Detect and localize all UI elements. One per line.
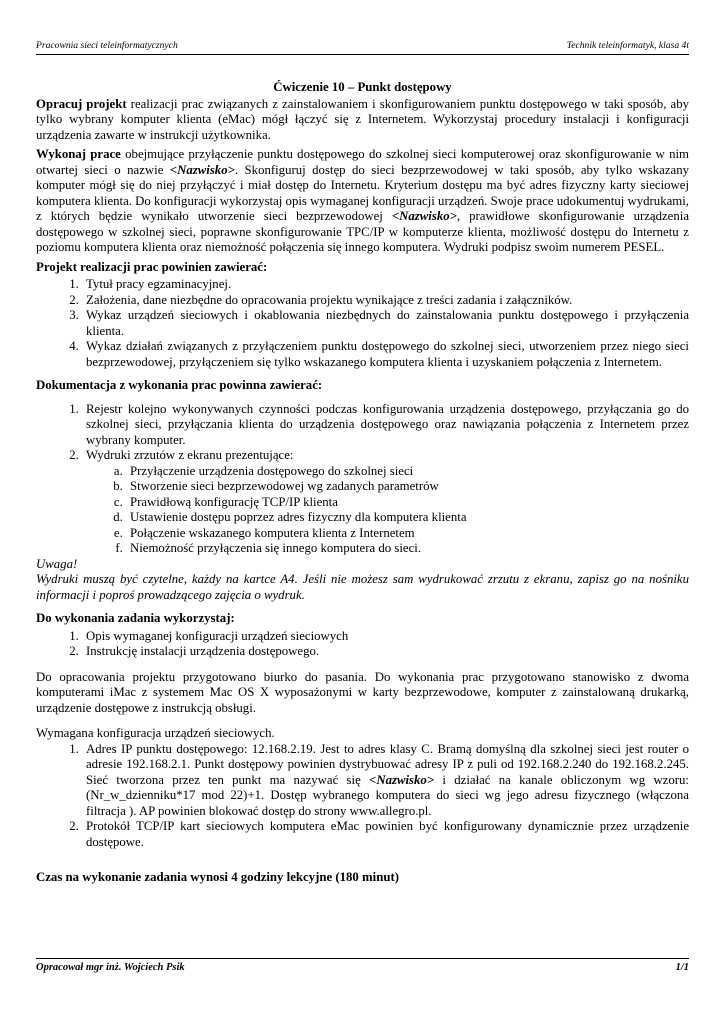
list-item: 2. Protokół TCP/IP kart sieciowych komputera eMac powinien być konfigurowany dynamicznie przez urządzenie dostępowe. — [82, 819, 689, 850]
sub-list-item: c. Prawidłową konfigurację TCP/IP klienta — [126, 495, 689, 511]
prepared-paragraph: Do opracowania projektu przygotowano biurko do pasania. Do wykonania prac przygotowano stanowisko z dwoma komputerami iMac z systemem Mac OS X wyposażonymi w karty bezprzewodowe, komputer z zainstalowaną drukarką, urządzenie dostępowe z instrukcją obsługi. — [36, 669, 689, 715]
intro-text: realizacji prac związanych z zainstalowaniem i skonfigurowaniem punktu dostępowego w taki sposób, aby tylko wybrany komputer klienta (eMac) mógł łączyć się z Internetem. Wykorzystaj procedury instalacji i konfiguracji urządzenia zawarte w instrukcji użytkownika. — [36, 96, 689, 142]
sub-list-item: a. Przyłączenie urządzenia dostępowego do szkolnej sieci — [126, 464, 689, 480]
config-network-name: <Nazwisko> — [369, 772, 435, 787]
screenshots-sublist — [86, 464, 689, 557]
document-title: Ćwiczenie 10 – Punkt dostępowy — [273, 80, 452, 94]
project-list — [36, 277, 689, 370]
project-heading: Projekt realizacji prac powinien zawierać: — [36, 259, 268, 274]
page-footer — [36, 958, 689, 973]
documentation-list — [36, 402, 689, 557]
use-list — [36, 629, 689, 660]
time-note: Czas na wykonanie zadania wynosi 4 godziny lekcyjne (180 minut) — [36, 870, 399, 884]
use-heading: Do wykonania zadania wykorzystaj: — [36, 611, 235, 625]
screenshots-label: Wydruki zrzutów z ekranu prezentujące: — [86, 448, 294, 462]
task-text-3: , prawidłowe skonfigurowanie urządzenia dostępowego w szkolnej sieci, poprawne skonfigurowanie TPC/IP w komputerze klienta, możliwość dostępu do Internetu z poziomu komputera klienta oraz niemożność połączenia się innego komputera. Wydruki podpisz swoim numerem PESEL. — [36, 209, 689, 254]
list-item: 4. Wykaz działań związanych z przyłączeniem punktu dostępowego do szkolnej sieci, utworzeniem przez niego sieci bezprzewodowej, przyłączeniem się tylko wskazanego komputera klienta i uzyskaniem połączenia z Internetem. — [82, 339, 689, 370]
task-network-name-1: <Nazwisko> — [169, 162, 235, 177]
config-list — [36, 742, 689, 851]
footer-author: Opracował mgr inż. Wojciech Psik — [36, 962, 185, 973]
list-item: 1. Opis wymaganej konfiguracji urządzeń sieciowych — [82, 629, 689, 645]
list-item: 1. Rejestr kolejno wykonywanych czynności podczas konfigurowania urządzenia dostępowego, przyłączania go do szkolnej sieci, przyłączania klienta do urządzenia dostępowego oraz nawiązania połączenia z Internetem przez wybrany komputer. — [82, 402, 689, 449]
config-text-1: Adres IP punktu dostępowego: 12.168.2.19. Jest to adres klasy C. Bramą domyślną dla szkolnej sieci jest router o adresie 192.168.2.1. Punkt dostępowy powinien dystrybuować adresy IP z puli od 192.168.2.240 do 192.168.2.245. Sieć tworzona przez ten punkt ma nazywać się — [86, 741, 689, 787]
intro-lead: Opracuj projekt — [36, 96, 127, 111]
header-right: Technik teleinformatyk, klasa 4t — [566, 40, 689, 51]
task-paragraph — [36, 147, 689, 256]
sub-list-item: b. Stworzenie sieci bezprzewodowej wg zadanych parametrów — [126, 479, 689, 495]
warning-text: Wydruki muszą być czytelne, każdy na kartce A4. Jeśli nie możesz sam wydrukować zrzutu z ekranu, zapisz go na nośniku informacji i poproś prowadzącego zajęcia o wydruk. — [36, 572, 689, 602]
sub-list-item: f. Niemożność przyłączenia się innego komputera do sieci. — [126, 541, 689, 557]
intro-paragraph — [36, 97, 689, 144]
sub-list-item: d. Ustawienie dostępu poprzez adres fizyczny dla komputera klienta — [126, 510, 689, 526]
config-text-2: i działać na kanale obliczonym wg wzoru: (Nr_w_dzienniku*17 mod 22)+1. Dostęp wybranego komputera do sieci wg jego adresu fizycznego (włączona filtracja ). AP powinien blokować dostęp do strony www.allegro.pl. — [86, 772, 689, 818]
list-item: 2. Instrukcję instalacji urządzenia dostępowego. — [82, 644, 689, 660]
task-text-2: . Skonfiguruj dostęp do sieci bezprzewodowej w taki sposób, aby tylko wskazany komputer mógł się do niej przyłączyć i miał dostęp do Internetu. Kryterium dostępu ma być adres fizyczny karty sieciowej komputera klienta. Do konfiguracji wykorzystaj opis wymaganej konfiguracji urządzeń. Swoje prace udokumentuj wydrukami, z których będzie wynikało utworzenie sieci bezprzewodowej — [36, 162, 689, 223]
list-item: 1. Tytuł pracy egzaminacyjnej. — [82, 277, 689, 293]
list-item — [82, 448, 689, 557]
task-network-name-2: <Nazwisko> — [391, 209, 457, 223]
page-header — [36, 40, 689, 55]
list-item: 2. Założenia, dane niezbędne do opracowania projektu wynikające z treści zadania i załączników. — [82, 293, 689, 309]
list-item — [82, 742, 689, 820]
page-number: 1/1 — [675, 962, 689, 973]
config-heading: Wymagana konfiguracja urządzeń sieciowych. — [36, 726, 275, 740]
list-item: 3. Wykaz urządzeń sieciowych i okablowania niezbędnych do zainstalowania punktu dostępowego i przyłączenia klienta. — [82, 308, 689, 339]
document-body — [36, 80, 689, 886]
warning-title: Uwaga! — [36, 556, 78, 571]
sub-list-item: e. Połączenie wskazanego komputera klienta z Internetem — [126, 526, 689, 542]
warning-block — [36, 557, 689, 604]
documentation-heading: Dokumentacja z wykonania prac powinna zawierać: — [36, 378, 323, 392]
task-text-1: obejmujące przyłączenie punktu dostępowego do szkolnej sieci komputerowej oraz skonfigurowanie w nim otwartej sieci o nazwie — [36, 147, 689, 177]
task-lead: Wykonaj prace — [36, 147, 121, 161]
header-left: Pracownia sieci teleinformatycznych — [36, 40, 178, 51]
